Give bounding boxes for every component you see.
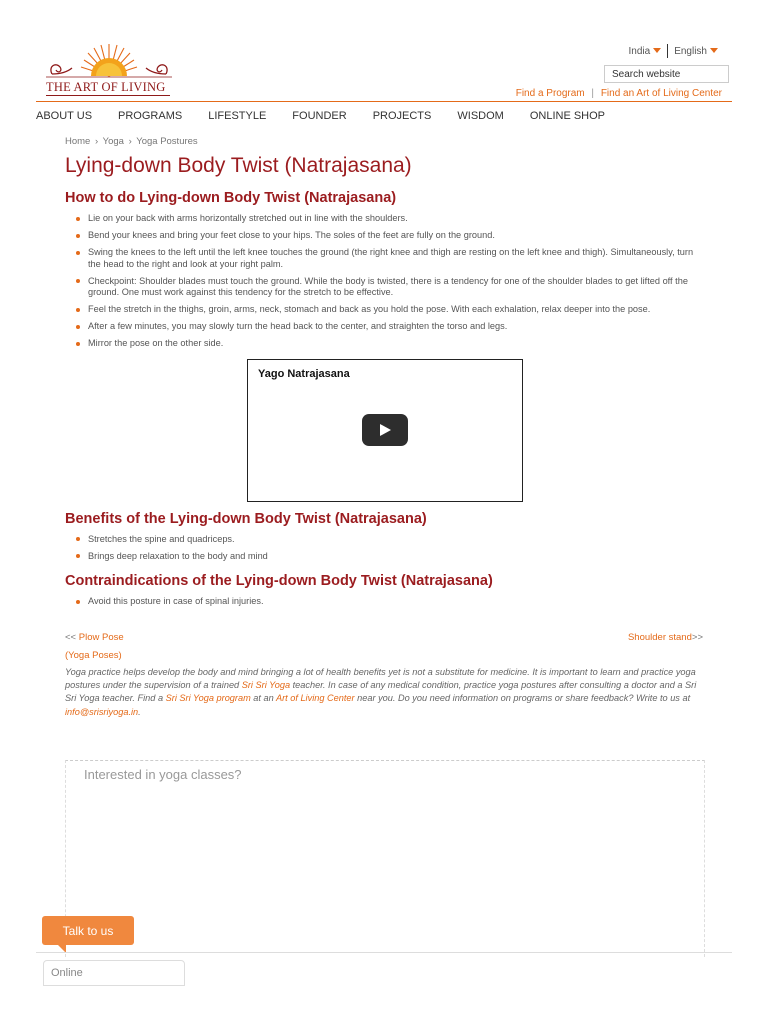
video-player[interactable] xyxy=(247,359,523,502)
language-dropdown[interactable] xyxy=(674,46,718,57)
breadcrumb xyxy=(65,136,705,147)
list-item: Brings deep relaxation to the body and mind xyxy=(65,551,705,563)
country-dropdown[interactable] xyxy=(629,46,662,57)
sri-sri-yoga-link[interactable]: Sri Sri Yoga xyxy=(241,679,291,690)
yoga-classes-form xyxy=(65,760,705,957)
nav-item-wisdom[interactable]: WISDOM xyxy=(457,110,504,122)
find-center-link[interactable]: Find an Art of Living Center xyxy=(600,88,722,99)
breadcrumb-yoga-postures[interactable]: Yoga Postures xyxy=(136,136,198,147)
nav-item-founder[interactable]: FOUNDER xyxy=(292,110,347,122)
benefits-list xyxy=(65,534,705,563)
disclaimer-part: . xyxy=(138,706,141,717)
disclaimer-part: teacher. In case of any medical condition, practice yoga postures after consulting a doctor and a Sri Sri Yoga teacher. Find a xyxy=(65,679,697,704)
how-to-heading: How to do Lying-down Body Twist (Natrajasana) xyxy=(65,190,397,206)
nav-item-about-us[interactable]: ABOUT US xyxy=(36,110,93,122)
link-separator: | xyxy=(591,88,595,99)
play-icon[interactable] xyxy=(362,414,408,446)
disclaimer-part: at an xyxy=(250,693,276,704)
talk-to-us-button[interactable]: Talk to us xyxy=(42,916,134,945)
list-item: After a few minutes, you may slowly turn the head back to the center, and straighten the torso and legs. xyxy=(65,321,705,333)
chat-divider xyxy=(36,952,732,953)
video-title[interactable]: Yago Natrajasana xyxy=(258,367,350,380)
nav-divider xyxy=(36,101,732,102)
list-item: Feel the stretch in the thighs, groin, arms, neck, stomach and back as you hold the pose. With each exhalation, relax deeper into the pose. xyxy=(65,304,705,316)
contraindications-heading: Contraindications of the Lying-down Body Twist (Natrajasana) xyxy=(65,573,493,589)
sun-swans-logo-icon xyxy=(44,40,174,82)
yoga-poses-container xyxy=(65,650,705,661)
list-item: Checkpoint: Shoulder blades must touch the ground. While the body is twisted, there is a tendency for one of the shoulder blades to get lifted off the ground. One must work against this tendency for the stretch to be effective. xyxy=(65,276,705,299)
logo-text: THE ART OF LIVING xyxy=(46,80,166,94)
sri-sri-yoga-program-link[interactable]: Sri Sri Yoga program xyxy=(165,693,251,704)
page-title: Lying-down Body Twist (Natrajasana) xyxy=(65,154,412,177)
email-link[interactable]: info@srisriyoga.in xyxy=(65,706,139,717)
how-to-steps-list xyxy=(65,213,705,350)
search-input[interactable] xyxy=(604,65,729,83)
pose-pager xyxy=(65,632,705,646)
art-of-living-logo[interactable] xyxy=(44,40,174,96)
list-item: Stretches the spine and quadriceps. xyxy=(65,534,705,546)
next-pose-link[interactable]: Shoulder stand xyxy=(627,631,692,643)
yoga-poses-link[interactable]: (Yoga Poses) xyxy=(65,649,122,661)
previous-pose xyxy=(65,632,124,643)
prev-arrows: << xyxy=(65,631,77,643)
list-item: Lie on your back with arms horizontally stretched out in line with the shoulders. xyxy=(65,213,705,225)
breadcrumb-home[interactable]: Home xyxy=(65,136,91,147)
main-nav xyxy=(36,110,631,122)
main-content xyxy=(65,136,705,719)
next-arrows: >> xyxy=(691,631,703,643)
prev-pose-link[interactable]: Plow Pose xyxy=(78,631,124,643)
next-pose xyxy=(628,632,703,643)
language-label: English xyxy=(674,45,707,57)
disclaimer-text xyxy=(65,666,705,720)
list-item: Mirror the pose on the other side. xyxy=(65,338,705,350)
breadcrumb-separator: › xyxy=(94,136,99,147)
locale-divider xyxy=(667,44,668,58)
nav-item-projects[interactable]: PROJECTS xyxy=(372,110,432,122)
chat-status-box[interactable]: Online xyxy=(43,960,185,986)
breadcrumb-separator: › xyxy=(128,136,132,147)
contraindications-list xyxy=(65,596,705,608)
find-program-link[interactable]: Find a Program xyxy=(515,88,585,99)
benefits-heading: Benefits of the Lying-down Body Twist (Natrajasana) xyxy=(65,510,427,527)
nav-item-programs[interactable]: PROGRAMS xyxy=(118,110,183,122)
breadcrumb-yoga[interactable]: Yoga xyxy=(102,136,124,147)
top-links xyxy=(516,88,722,99)
locale-selector xyxy=(629,44,719,58)
chevron-down-icon xyxy=(710,48,718,53)
disclaimer-part: Yoga practice helps develop the body and mind bringing a lot of health benefits yet is not a substitute for medicine. It is important to learn and practice yoga postures under the supervision of a trained xyxy=(65,666,696,690)
logo-underline xyxy=(46,95,170,96)
nav-item-lifestyle[interactable]: LIFESTYLE xyxy=(208,110,267,122)
list-item: Avoid this posture in case of spinal injuries. xyxy=(65,596,705,608)
country-label: India xyxy=(628,45,651,57)
nav-item-online-shop[interactable]: ONLINE SHOP xyxy=(529,110,606,122)
list-item: Swing the knees to the left until the left knee touches the ground (the right knee and thigh are resting on the left knee and thigh). Simultaneously, turn the head to the right and look at your right palm. xyxy=(65,247,705,270)
disclaimer-part: near you. Do you need information on programs or share feedback? Write to us at xyxy=(354,693,691,704)
form-prompt: Interested in yoga classes? xyxy=(84,767,242,782)
art-of-living-center-link[interactable]: Art of Living Center xyxy=(275,693,355,704)
list-item: Bend your knees and bring your feet close to your hips. The soles of the feet are fully on the ground. xyxy=(65,230,705,242)
chevron-down-icon xyxy=(653,48,661,53)
